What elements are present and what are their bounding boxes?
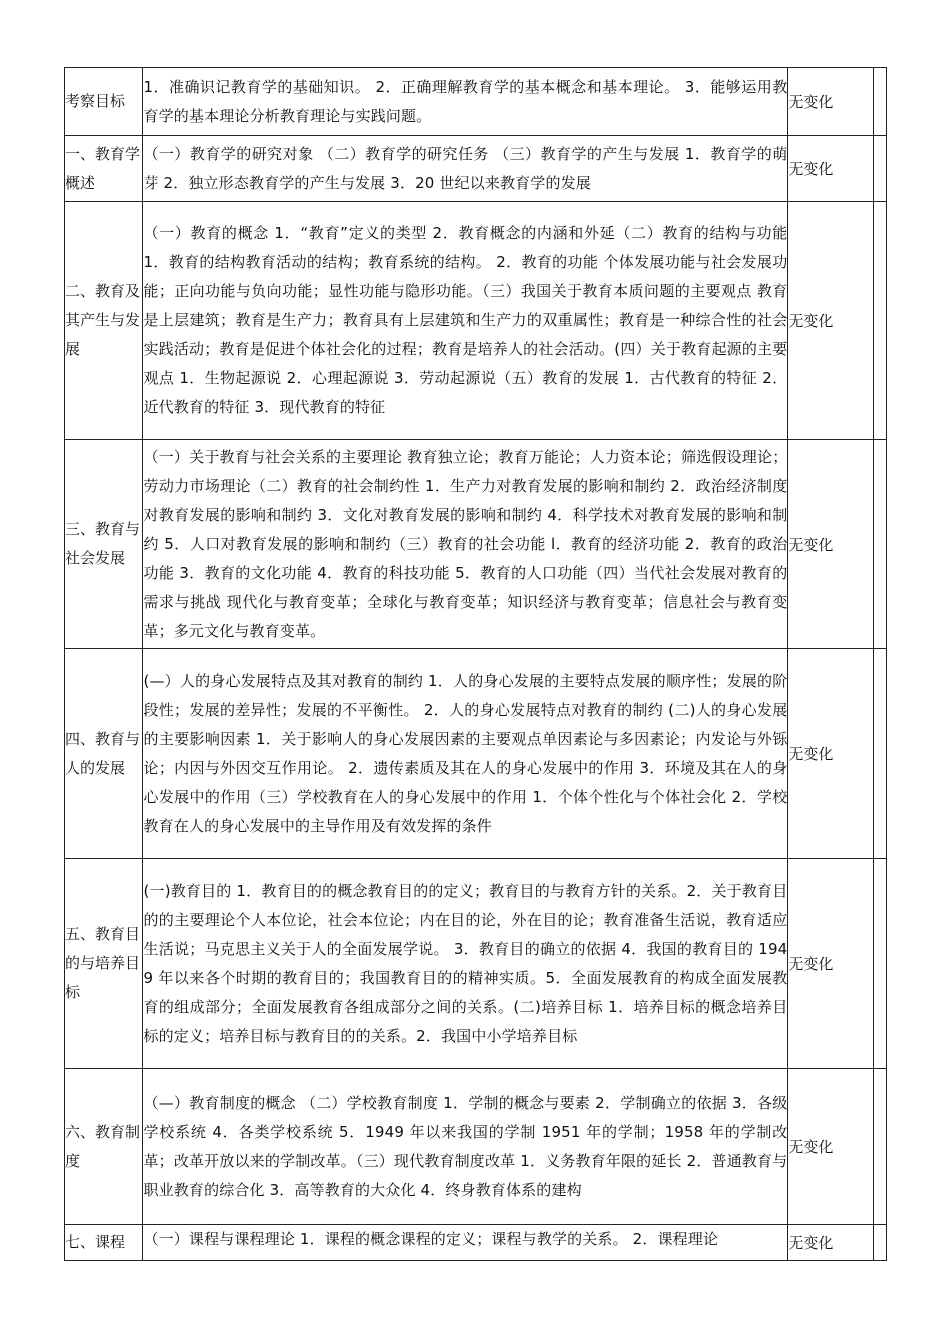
table-row: [65, 136, 887, 202]
content-cell: （一）关于教育与社会关系的主要理论 教育独立论；教育万能论；人力资本论；筛选假设理论；劳动力市场理论（二）教育的社会制约性 1．生产力对教育发展的影响和制约 2．政治经济制度对教育发展的影响和制约 3．文化对教育发展的影响和制约 4．科学技术对教育发展的影响和制约 5．人口对教育发展的影响和制约（三）教育的社会功能 l．教育的经济功能 2．教育的政治功能 3．教育的文化功能 4．教育的科技功能 5．教育的人口功能（四）当代社会发展对教育的需求与挑战 现代化与教育变革；全球化与教育变革；知识经济与教育变革；信息社会与教育变革；多元文化与教育变革。: [143, 440, 788, 649]
blank-cell: [873, 136, 886, 202]
topic-cell: 考察目标: [65, 68, 143, 136]
blank-cell: [873, 1225, 886, 1261]
content-cell: 1．准确识记教育学的基础知识。 2．正确理解教育学的基本概念和基本理论。 3．能够运用教育学的基本理论分析教育理论与实践问题。: [143, 68, 788, 136]
change-cell: 无变化: [788, 202, 874, 440]
content-cell: (一)教育目的 1．教育目的的概念教育目的的定义；教育目的与教育方针的关系。2．关于教育目的的主要理论个人本位论，社会本位论；内在目的论，外在目的论；教育准备生活说，教育适应生活说；马克思主义关于人的全面发展学说。 3．教育目的确立的依据 4．我国的教育目的 1949 年以来各个时期的教育目的；我国教育目的的精神实质。5．全面发展教育的构成全面发展教育的组成部分；全面发展教育各组成部分之间的关系。(二)培养目标 1．培养目标的概念培养目标的定义；培养目标与教育目的的关系。2．我国中小学培养目标: [143, 859, 788, 1069]
content-cell: （一）课程与课程理论 1．课程的概念课程的定义；课程与教学的关系。 2．课程理论: [143, 1225, 788, 1261]
table-row: [65, 440, 887, 649]
topic-cell: 六、教育制度: [65, 1069, 143, 1225]
change-cell: 无变化: [788, 440, 874, 649]
blank-cell: [873, 1069, 886, 1225]
change-cell: 无变化: [788, 68, 874, 136]
blank-cell: [873, 68, 886, 136]
table-row: [65, 68, 887, 136]
topic-cell: 五、教育目的与培养目标: [65, 859, 143, 1069]
topic-cell: 七、课程: [65, 1225, 143, 1261]
syllabus-page: [64, 67, 887, 1261]
table-row: [65, 1225, 887, 1261]
table-row: [65, 1069, 887, 1225]
topic-cell: 二、教育及其产生与发展: [65, 202, 143, 440]
blank-cell: [873, 649, 886, 859]
table-row: [65, 859, 887, 1069]
table-row: [65, 649, 887, 859]
content-cell: （一）教育的概念 1．“教育”定义的类型 2．教育概念的内涵和外延（二）教育的结构与功能 1．教育的结构教育活动的结构；教育系统的结构。 2．教育的功能 个体发展功能与社会发展功能；正向功能与负向功能；显性功能与隐形功能。（三）我国关于教育本质问题的主要观点 教育是上层建筑；教育是生产力；教育具有上层建筑和生产力的双重属性；教育是一种综合性的社会实践活动；教育是促进个体社会化的过程；教育是培养人的社会活动。(四）关于教育起源的主要观点 1．生物起源说 2．心理起源说 3．劳动起源说（五）教育的发展 1．古代教育的特征 2．近代教育的特征 3．现代教育的特征: [143, 202, 788, 440]
topic-cell: 三、教育与社会发展: [65, 440, 143, 649]
change-cell: 无变化: [788, 1069, 874, 1225]
change-cell: 无变化: [788, 1225, 874, 1261]
content-cell: （一）教育学的研究对象 （二）教育学的研究任务 （三）教育学的产生与发展 1．教育学的萌芽 2．独立形态教育学的产生与发展 3．20 世纪以来教育学的发展: [143, 136, 788, 202]
content-cell: （—）教育制度的概念 （二）学校教育制度 1．学制的概念与要素 2．学制确立的依据 3．各级学校系统 4．各类学校系统 5．1949 年以来我国的学制 1951 年的学制；1958 年的学制改革；改革开放以来的学制改革。（三）现代教育制度改革 1．义务教育年限的延长 2．普通教育与职业教育的综合化 3．高等教育的大众化 4．终身教育体系的建构: [143, 1069, 788, 1225]
syllabus-table: [64, 67, 887, 1261]
blank-cell: [873, 202, 886, 440]
change-cell: 无变化: [788, 649, 874, 859]
topic-cell: 一、教育学概述: [65, 136, 143, 202]
topic-cell: 四、教育与人的发展: [65, 649, 143, 859]
change-cell: 无变化: [788, 859, 874, 1069]
blank-cell: [873, 440, 886, 649]
table-row: [65, 202, 887, 440]
change-cell: 无变化: [788, 136, 874, 202]
blank-cell: [873, 859, 886, 1069]
content-cell: (—）人的身心发展特点及其对教育的制约 1．人的身心发展的主要特点发展的顺序性；发展的阶段性；发展的差异性；发展的不平衡性。 2．人的身心发展特点对教育的制约 (二)人的身心发展的主要影响因素 1．关于影响人的身心发展因素的主要观点单因素论与多因素论；内发论与外铄论；内因与外因交互作用论。 2．遗传素质及其在人的身心发展中的作用 3．环境及其在人的身心发展中的作用（三）学校教育在人的身心发展中的作用 1．个体个性化与个体社会化 2．学校教育在人的身心发展中的主导作用及有效发挥的条件: [143, 649, 788, 859]
